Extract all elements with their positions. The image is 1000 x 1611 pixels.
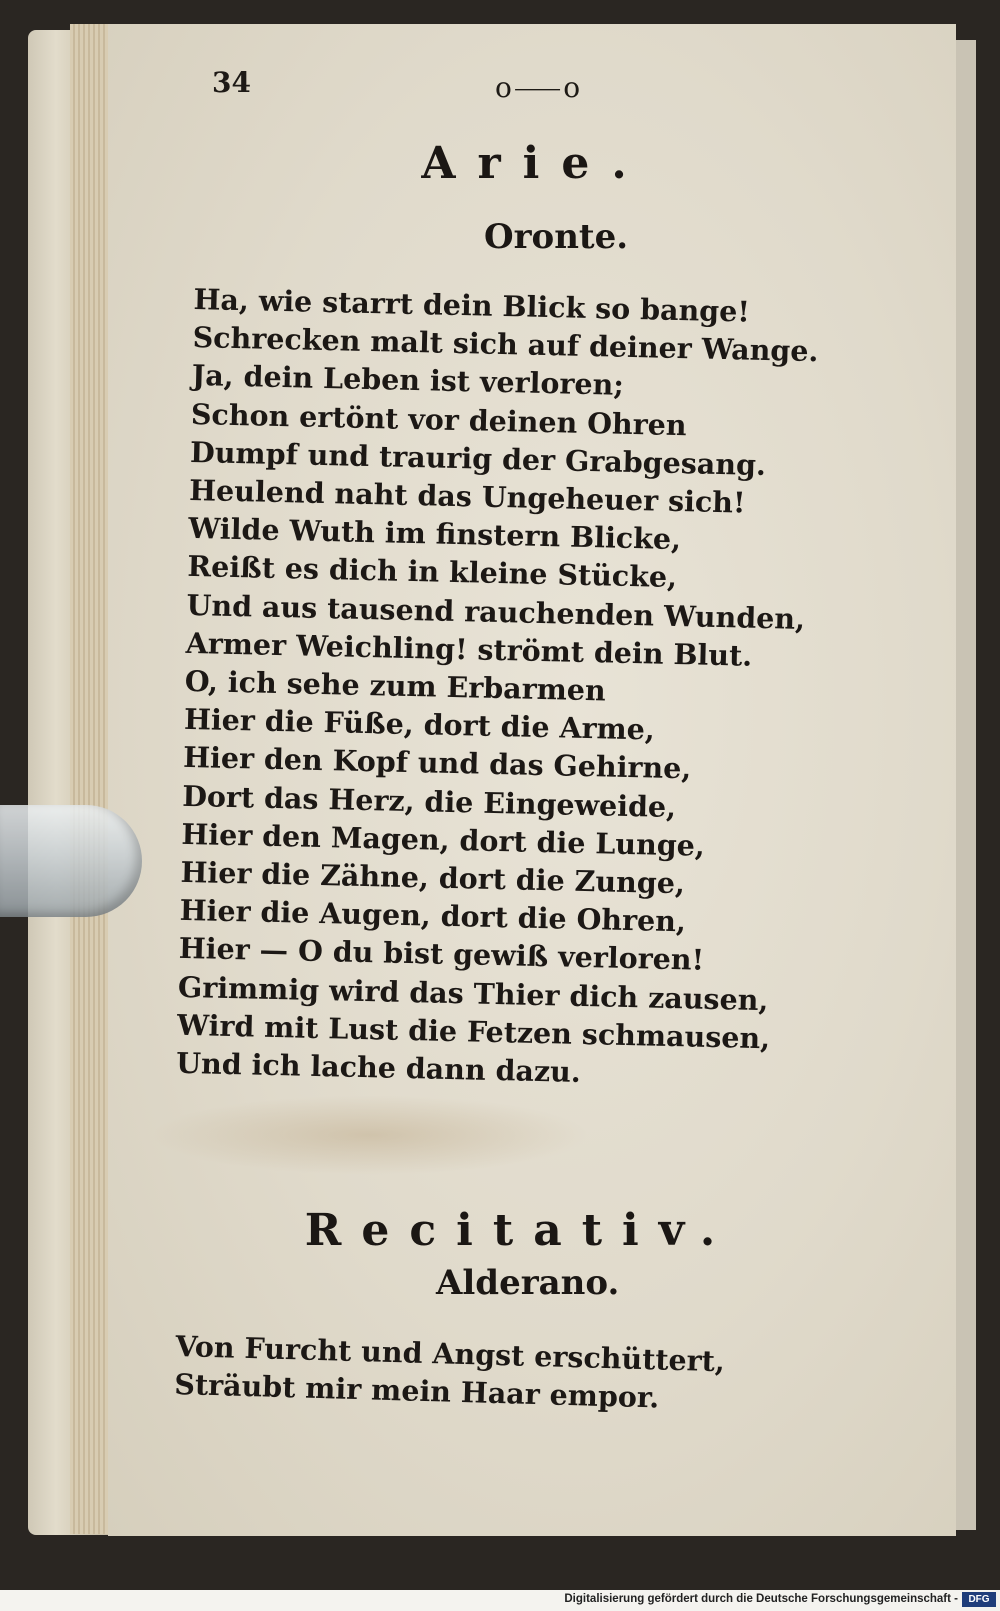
verse-line: Hier die Zähne, dort die Zunge, [180, 854, 686, 901]
verse-line: Hier die Augen, dort die Ohren, [179, 893, 687, 939]
verse-line: Grimmig wird das Thier dich zausen, [177, 969, 769, 1017]
verse-line: Heulend naht das Ungeheuer sich! [188, 472, 746, 520]
verse-line: Ja, dein Leben ist verloren; [191, 358, 625, 403]
dfg-logo: DFG [962, 1592, 996, 1607]
verse-line: Wird mit Lust die Fetzen schmausen, [176, 1007, 771, 1056]
page-clip [0, 805, 142, 917]
header-ornament: o⸺o [495, 71, 583, 104]
verse-line: Und aus tausend rauchenden Wunden, [186, 587, 806, 636]
recitativ-verse [174, 1327, 736, 1419]
aria-title: Arie. [421, 138, 649, 189]
verse-line: Hier die Füße, dort die Arme, [183, 702, 656, 747]
verse-line: Armer Weichling! strömt dein Blut. [185, 625, 753, 673]
page-number: 34 [212, 66, 251, 99]
page-header [212, 66, 632, 116]
footer-bar [0, 1590, 1000, 1611]
verse-line: Hier den Kopf und das Gehirne, [182, 740, 692, 786]
verse-line: Hier — O du bist gewiß verloren! [178, 931, 705, 978]
verse-line: Schon ertönt vor deinen Ohren [190, 396, 687, 442]
verse-line: Reißt es dich in kleine Stücke, [187, 549, 678, 595]
water-stain [150, 1095, 590, 1175]
speaker-oronte: Oronte. [484, 217, 629, 257]
verse-line: O, ich sehe zum Erbarmen [184, 663, 607, 708]
facing-page-edge [956, 40, 976, 1530]
verse-line: Wilde Wuth im finstern Blicke, [187, 511, 682, 557]
verse-line: Ha, wie starrt dein Blick so bange! [193, 281, 751, 329]
verse-line: Dumpf und traurig der Grabgesang. [189, 434, 767, 482]
verse-line: Hier den Magen, dort die Lunge, [181, 816, 706, 863]
speaker-alderano: Alderano. [436, 1263, 620, 1303]
verse-line: Und ich lache dann dazu. [175, 1045, 582, 1090]
verse-line: Schrecken malt sich auf deiner Wange. [192, 320, 819, 369]
verse-line: Sträubt mir mein Haar empor. [173, 1366, 660, 1415]
verse-line: Dort das Herz, die Eingeweide, [181, 778, 677, 824]
recitativ-title: Recitativ. [304, 1205, 736, 1256]
aria-verse [175, 280, 819, 1096]
verse-line: Von Furcht und Angst erschüttert, [174, 1328, 726, 1379]
funding-credit: Digitalisierung gefördert durch die Deutsche Forschungsgemeinschaft - [564, 1593, 958, 1605]
